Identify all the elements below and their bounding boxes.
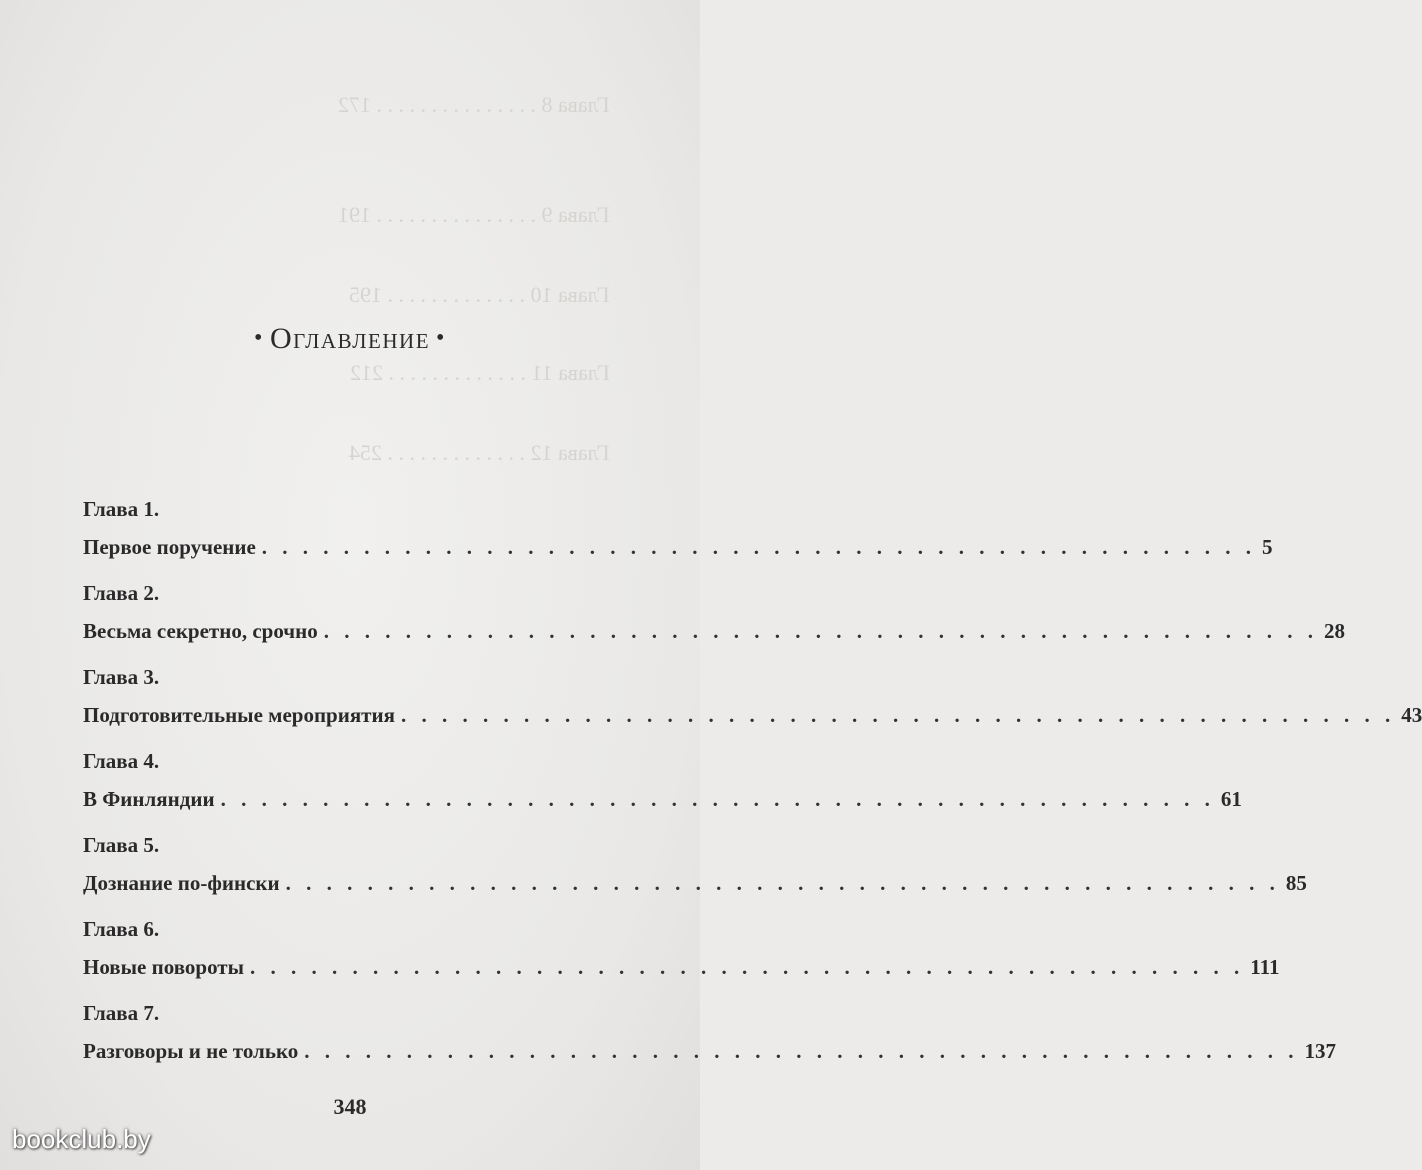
leader-dots: . . . . . . . . . . . . . . . . . . . . . . . . . . . . . . . . . . . . . . . . . . . . . . . . . — [220, 787, 1215, 811]
bleed-through-text: Глава 12 . . . . . . . . . . . . . 254 — [349, 440, 610, 465]
leader-dots: . . . . . . . . . . . . . . . . . . . . . . . . . . . . . . . . . . . . . . . . . . . . . . . . . — [304, 1039, 1299, 1063]
chapter-number: Глава 3. — [83, 665, 160, 689]
toc-heading-text: Оглавление — [269, 322, 431, 355]
leader-dots: . . . . . . . . . . . . . . . . . . . . . . . . . . . . . . . . . . . . . . . . . . . . . . . . . — [285, 871, 1280, 895]
leader-dots: . . . . . . . . . . . . . . . . . . . . . . . . . . . . . . . . . . . . . . . . . . . . . . . . . — [261, 535, 1257, 559]
chapter-title: Весьма секретно, срочно — [83, 619, 318, 643]
chapter-number: Глава 1. — [83, 497, 160, 521]
toc-entry[interactable] — [83, 662, 1422, 746]
table-of-contents — [83, 494, 1422, 1082]
bullet-right: • — [436, 325, 446, 351]
leader-dots: . . . . . . . . . . . . . . . . . . . . . . . . . . . . . . . . . . . . . . . . . . . . . . . . . — [250, 955, 1245, 979]
page-ref: 5 — [1262, 535, 1273, 559]
page-number: 348 — [333, 1094, 367, 1119]
site-watermark: bookclub.by — [12, 1124, 151, 1154]
chapter-number: Глава 4. — [83, 749, 160, 773]
chapter-title: Новые повороты — [83, 955, 245, 979]
bleed-through-text: Глава 8 . . . . . . . . . . . . . . . 172 — [338, 92, 610, 117]
chapter-title: Подготовительные мероприятия — [83, 703, 395, 727]
toc-entry[interactable] — [83, 830, 1307, 914]
chapter-title: Первое поручение — [83, 535, 256, 559]
toc-heading — [0, 322, 700, 356]
chapter-number: Глава 6. — [83, 917, 160, 941]
bleed-through-text: Глава 10 . . . . . . . . . . . . . 195 — [349, 282, 610, 307]
page-ref: 111 — [1250, 955, 1280, 979]
toc-entry[interactable] — [83, 998, 1337, 1082]
toc-entry[interactable] — [83, 578, 1345, 662]
bleed-through-text: Глава 11 . . . . . . . . . . . . . 212 — [350, 360, 610, 385]
toc-entry[interactable] — [83, 746, 1242, 830]
chapter-title: Разговоры и не только — [83, 1039, 299, 1063]
page-ref: 85 — [1285, 871, 1307, 895]
chapter-number: Глава 7. — [83, 1001, 160, 1025]
bleed-through-text: Глава 9 . . . . . . . . . . . . . . . 191 — [338, 202, 610, 227]
page-ref: 43 — [1401, 703, 1422, 727]
page-ref: 137 — [1304, 1039, 1337, 1063]
toc-entry[interactable] — [83, 494, 1273, 578]
page-ref: 28 — [1323, 619, 1345, 643]
chapter-number: Глава 5. — [83, 833, 160, 857]
chapter-number: Глава 2. — [83, 581, 160, 605]
leader-dots: . . . . . . . . . . . . . . . . . . . . . . . . . . . . . . . . . . . . . . . . . . . . . . . . . — [323, 619, 1318, 643]
leader-dots: . . . . . . . . . . . . . . . . . . . . . . . . . . . . . . . . . . . . . . . . . . . . . . . . . — [400, 703, 1396, 727]
chapter-title: Дознание по-фински — [83, 871, 280, 895]
chapter-title: В Финляндии — [83, 787, 215, 811]
toc-entry[interactable] — [83, 914, 1280, 998]
bullet-left: • — [254, 325, 264, 351]
page-ref: 61 — [1220, 787, 1242, 811]
